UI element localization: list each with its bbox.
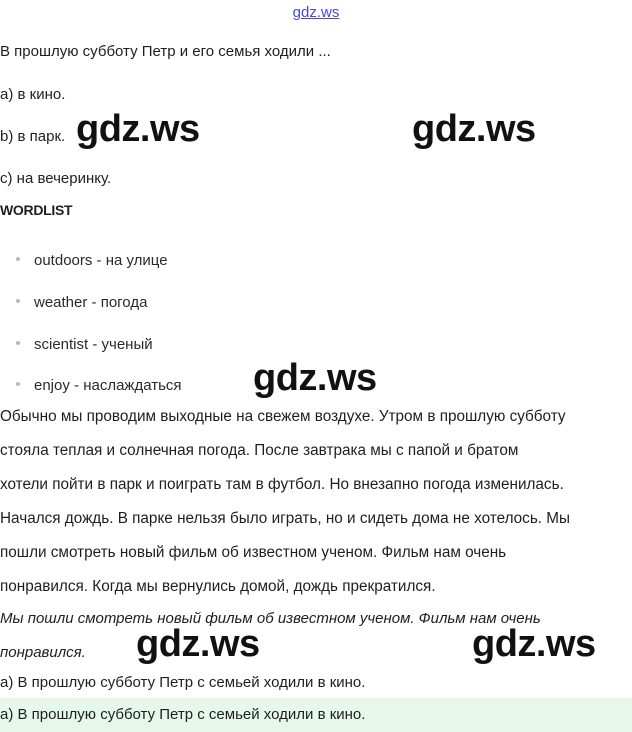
question-text: В прошлую субботу Петр и его семья ходили ...: [0, 43, 331, 60]
bullet-icon: [16, 382, 20, 386]
story-line: хотели пойти в парк и поиграть там в футбол. Но внезапно погода изменилась.: [0, 476, 564, 493]
watermark: gdz.ws: [76, 108, 200, 150]
option-c: c) на вечеринку.: [0, 170, 112, 187]
option-a: a) в кино.: [0, 86, 66, 103]
story-line: понравился. Когда мы вернулись домой, дождь прекратился.: [0, 578, 436, 595]
bullet-icon: [16, 257, 20, 261]
evidence-text: [0, 602, 541, 670]
story-line: Начался дождь. В парке нельзя было играть, но и сидеть дома не хотелось. Мы: [0, 510, 571, 527]
wordlist-item: outdoors - на улице: [16, 252, 168, 269]
answer-highlight-text: a) В прошлую субботу Петр с семьей ходили в кино.: [0, 706, 366, 723]
watermark: gdz.ws: [253, 357, 377, 399]
top-watermark-link[interactable]: gdz.ws: [292, 4, 340, 21]
watermark: gdz.ws: [136, 623, 260, 665]
wordlist-item: enjoy - наслаждаться: [16, 377, 182, 394]
wordlist-item: scientist - ученый: [16, 336, 153, 353]
story-line: пошли смотреть новый фильм об известном ученом. Фильм нам очень: [0, 544, 507, 561]
bullet-icon: [16, 299, 20, 303]
wordlist-heading: WORDLIST: [0, 202, 73, 218]
wordlist-item: weather - погода: [16, 294, 147, 311]
evidence-line: Мы пошли смотреть новый фильм об известном ученом. Фильм нам очень: [0, 610, 541, 627]
story-line: Обычно мы проводим выходные на свежем воздухе. Утром в прошлую субботу: [0, 408, 566, 425]
story-text: [0, 400, 570, 604]
evidence-line: понравился.: [0, 644, 86, 661]
watermark: gdz.ws: [472, 623, 596, 665]
bullet-icon: [16, 341, 20, 345]
watermark: gdz.ws: [412, 108, 536, 150]
option-b: b) в парк.: [0, 128, 66, 145]
story-line: стояла теплая и солнечная погода. После завтрака мы с папой и братом: [0, 442, 519, 459]
answer-text: a) В прошлую субботу Петр с семьей ходили в кино.: [0, 674, 366, 691]
